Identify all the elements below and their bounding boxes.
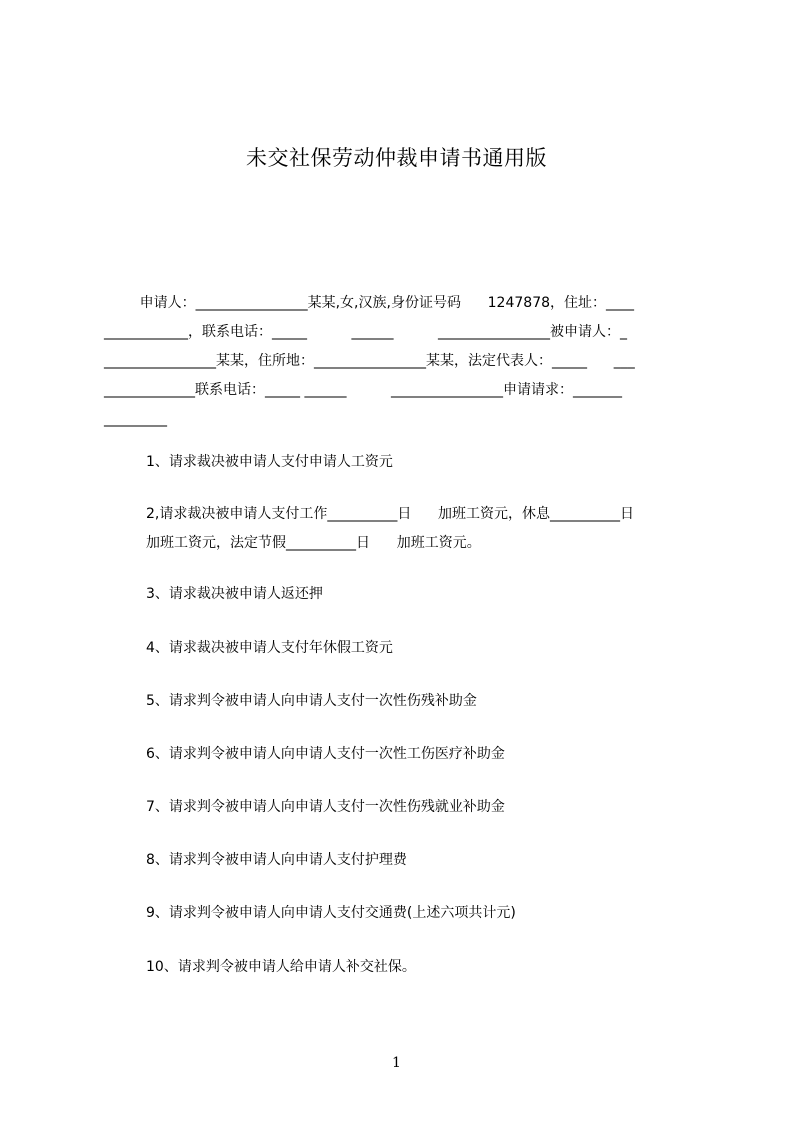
request-item-2: 2,请求裁决被申请人支付工作__________日 加班工资元，休息__________日 加班工资元，法定节假__________日 加班工资元。: [146, 506, 635, 551]
request-item-10: 10、请求判令被申请人给申请人补交社保。: [146, 959, 416, 975]
request-item-4: 4、请求裁决被申请人支付年休假工资元: [146, 640, 393, 656]
intro-line: ________________某某，住所地：________________某某，法定代表人：_____ ___: [104, 353, 635, 369]
request-item-7: 7、请求判令被申请人向申请人支付一次性伤残就业补助金: [146, 799, 505, 815]
request-item-8: 8、请求判令被申请人向申请人支付护理费: [146, 852, 407, 868]
intro-line: _________: [104, 411, 167, 427]
intro-line: _____________联系电话：_____ ______ ________________申请请求：_______: [104, 382, 622, 398]
request-item-9: 9、请求判令被申请人向申请人支付交通费(上述六项共计元): [146, 905, 516, 921]
request-item-6: 6、请求判令被申请人向申请人支付一次性工伤医疗补助金: [146, 746, 505, 762]
document-title: 未交社保劳动仲裁申请书通用版: [246, 146, 547, 170]
request-item-1: 1、请求裁决被申请人支付申请人工资元: [146, 454, 393, 470]
intro-line: ____________，联系电话：_____ ______ ________________被申请人：_: [104, 324, 628, 340]
applicant-info-paragraph: [104, 289, 704, 434]
request-item-5: 5、请求判令被申请人向申请人支付一次性伤残补助金: [146, 693, 477, 709]
page-number: 1: [392, 1055, 401, 1071]
request-item-3: 3、请求裁决被申请人返还押: [146, 586, 323, 602]
intro-line: 申请人：________________某某,女,汉族,身份证号码 1247878，住址：____: [104, 295, 635, 311]
